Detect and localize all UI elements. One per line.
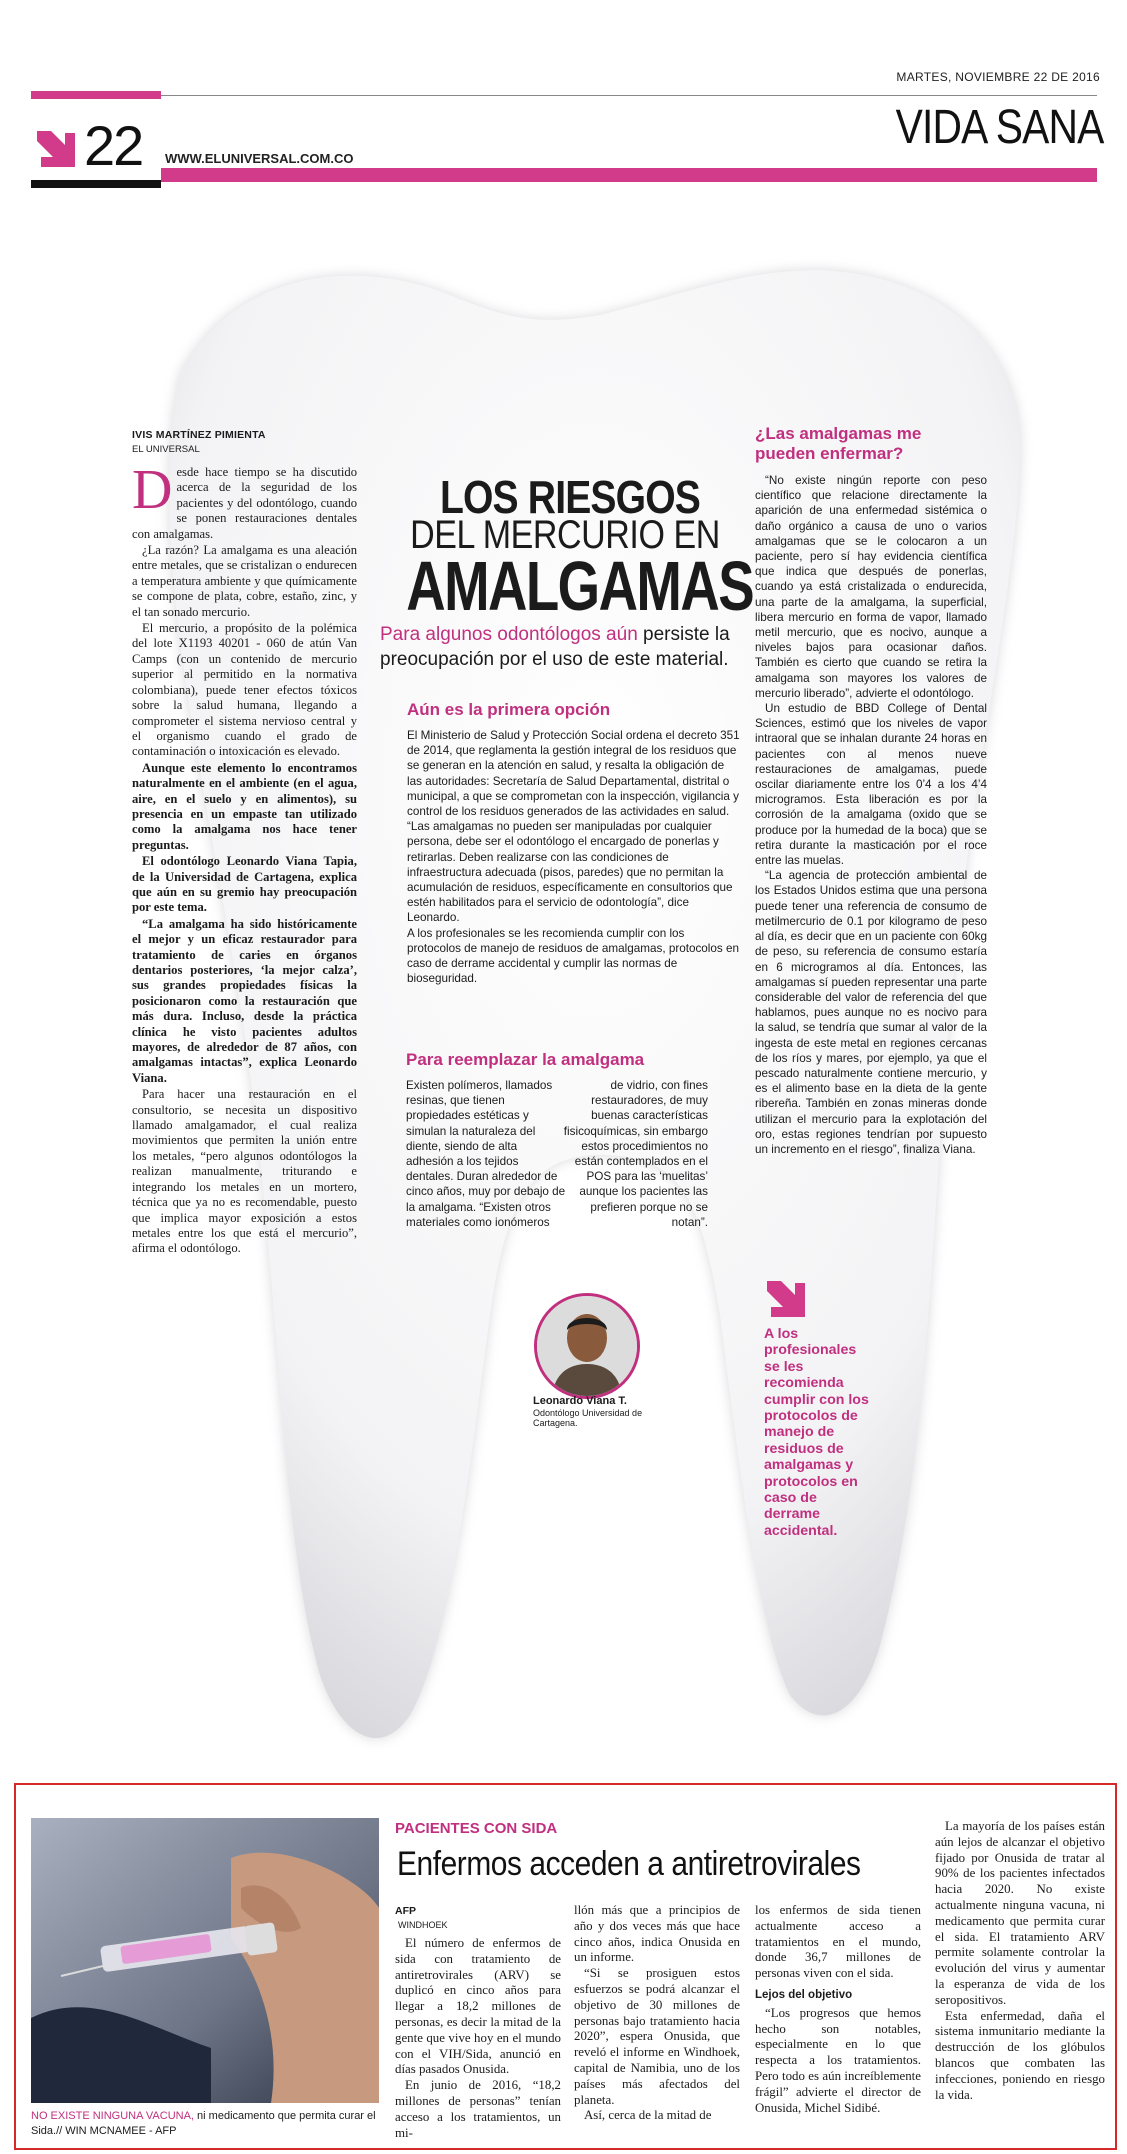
article-paragraph: los enfermos de sida tienen actualmente acceso a tratamientos en el mundo, donde 36,7 millones de personas viven con el sida.	[755, 1903, 921, 1981]
header-accent-rule	[31, 91, 161, 99]
article-paragraph: “La agencia de protección ambiental de los Estados Unidos estima que una persona puede tener una referencia de consumo de metilmercurio de 0.1 por kilogramo de peso al día, es decir que en un paciente con 60kg de peso, su referencia de consumo estaría en 6 microgramos al día. Entonces, las amalgamas sí pueden representar una parte considerable del valor de referencia del que hablamos, pues aunque no es nocivo para la salud, se tendría que sumar al valor de la ingesta de este metal en regiones cercanas de los ríos y mares, por ejemplo, ya que el pescado naturalmente contiene mercurio, y es el alimento base en la dieta de la gente ribereña. También en zonas mineras donde utilizan el mercurio para la explotación del oro, estas regiones tendrían por supuesto un incremento en el riesgo”, finaliza Viana.	[755, 869, 987, 1156]
subhead-enfermar: ¿Las amalgamas me pueden enfermar?	[755, 424, 922, 463]
article-paragraph: “Si se prosiguen estos esfuerzos se podrá alcanzar el objetivo de 30 millones de personas bajo tratamiento hacia 2020”, espera Onusida, que reveló el informe en Windhoek, capital de Namibia, uno de los países más afectados del planeta.	[574, 1966, 740, 2107]
article-paragraph: La mayoría de los países están aún lejos de alcanzar el objetivo fijado por Onusida de tratar al 90% de los pacientes infectados hacia 2020. No existe actualmente ninguna vacuna, ni medicamento que permita curar el sida. El tratamiento ARV permite solamente controlar la evolución del virus y aumentar la esperanza de vida de los seropositivos.	[935, 1819, 1105, 2007]
article-paragraph: “No existe ningún reporte con peso científico que relacione directamente la aparición de una enfermedad sistémica o daño orgánico a causa de uno o varios amalgamas que se le colocaron a un paciente, pero sí hay evidencia científica que indica que después de ponerlas, cuando ya está cristalizada o endurecida, una parte de la amalgama, la superficial, libera mercurio en forma de vapor, llamado metil mercurio, que es nocivo, aunque a niveles bajos para ocasionar daños. También es cierto que cuando se retira la amalgama son mayores los valores de mercurio liberado”, advierte el odontólogo.	[755, 474, 987, 700]
article-paragraph: En junio de 2016, “18,2 millones de personas” tenían acceso a los tratamientos, un mi-	[395, 2078, 561, 2140]
article-paragraph: El mercurio, a propósito de la polémica del lote X1193 40201 - 060 de atún Van Camps (con un contenido de mercurio superior al permitido en la normativa colombiana), puede tener efectos tóxicos sobre la salud humana, llegando a comprometer el sistema nervioso central y el organismo cuando el grado de contaminación o intoxicación es elevado.	[132, 621, 357, 759]
headline-line-3: AMALGAMAS	[406, 547, 754, 625]
article-paragraph: ¿La razón? La amalgama es una aleación entre metales, que se cristalizan o endurecen a temperatura ambiente y que químicamente se compone de plata, cobre, estaño, zinc, y el tan sonado mercurio.	[132, 543, 357, 619]
story-column-c	[755, 1903, 921, 2116]
story-column-d	[935, 1819, 1105, 2103]
person-portrait-icon	[537, 1296, 637, 1396]
article-paragraph: Así, cerca de la mitad de	[584, 2108, 712, 2123]
article-paragraph: “Las amalgamas no pueden ser manipuladas por cualquier persona, debe ser el odontólogo el encargado de ponerlas y retirarlas. Deben realizarse con las condiciones de infraestructura adecuada (pisos, paredes) que no permitan la acumulación de residuos, específicamente en consultorios que estén habilitados para el servicio de odontología”, dice Leonardo.	[407, 820, 733, 925]
header-thin-rule	[161, 95, 1097, 96]
arrow-down-right-icon	[31, 123, 81, 179]
arrow-down-right-icon	[763, 1275, 813, 1325]
dateline-place: WINDHOEK	[398, 1920, 448, 1930]
news-agency: AFP	[395, 1905, 416, 1917]
right-article-column	[755, 473, 987, 1157]
page-number: 22	[84, 114, 143, 177]
deck-highlight: Para algunos odontólogos aún	[380, 624, 638, 645]
middle-subcolumn-a: Existen polímeros, llamados resinas, que tienen propiedades estéticas y simulan la naturaleza del diente, siendo de alta adhesión a los tejidos dentales. Duran alrededor de cinco años, muy por debajo de la amalgama. “Existen otros materiales como ionómeros	[406, 1079, 566, 1229]
story-subhead: Lejos del objetivo	[755, 1988, 853, 2001]
photo-caption-text: ni medicamento que permita curar el Sida.// WIN MCNAMEE - AFP	[31, 2110, 376, 2137]
article-paragraph: “Los progresos que hemos hecho son notables, especialmente en lo que respecta a los tratamientos. Pero todo es aún increíblemente frágil” advierte el director de Onusida, Michel Sidibé.	[755, 2005, 921, 2115]
byline: IVIS MARTÍNEZ PIMIENTA	[132, 429, 266, 441]
middle-article-column	[407, 728, 740, 986]
story-column-b	[574, 1903, 740, 2124]
article-paragraph: Aunque este elemento lo encontramos naturalmente en el ambiente (en el agua, aire, en el suelo y en alimentos), su presencia en un empaste tan utilizado como la amalgama nos hace tener preguntas.	[132, 760, 357, 852]
article-deck	[380, 622, 740, 672]
article-paragraph: El Ministerio de Salud y Protección Social ordena el decreto 351 de 2014, que reglamenta la gestión integral de los residuos que se generan en la atención en salud, y resalta la obligación de las autoridades: Secretaría de Salud Departamental, distrital o municipal, a que se comprometan con la inspección, vigilancia y control de los residuos generados de las actividades en salud.	[407, 729, 740, 819]
article-paragraph: “La amalgama ha sido históricamente el mejor y un eficaz restaurador para tratamiento de caries en órganos dentarios posteriores, ‘la mejor calza’, sus grandes propiedades físicas la posicionaron como la restauración que más dura. Incluso, desde la práctica clínica he visto pacientes adultos mayores, de alrededor de 87 años, con amalgamas intactas”, explica Leonardo Viana.	[132, 916, 357, 1085]
site-url: WWW.ELUNIVERSAL.COM.CO	[165, 151, 354, 166]
article-paragraph: Un estudio de BBD College of Dental Sciences, estimó que los niveles de vapor intraoral que se inhalan durante 24 horas en pacientes con al menos nueve restauraciones de amalgamas, puede oscilar diariamente entre los 0’4 a los 4’4 microgramos. Esta liberación es por la corrosión de la amalgama (oxido que se produce por la humedad de la boca) que se retira durante la masticación por el roce entre las muelas.	[755, 702, 987, 868]
headline-line-2: DEL MERCURIO EN	[410, 513, 720, 557]
photo-caption-highlight: NO EXISTE NINGUNA VACUNA,	[31, 2110, 194, 2122]
portrait-photo	[534, 1293, 640, 1399]
portrait-name: Leonardo Viana T.	[533, 1395, 627, 1407]
story-headline: Enfermos acceden a antiretrovirales	[397, 1845, 861, 1883]
syringe-photo-icon	[31, 1818, 379, 2103]
photo-caption	[31, 2109, 381, 2139]
article-paragraph: Desde hace tiempo se ha discutido acerca de la seguridad de los pacientes y del odontólogo, cuando se ponen restauraciones dentales con amalgamas.	[132, 459, 357, 541]
subhead-reemplazar: Para reemplazar la amalgama	[406, 1050, 645, 1069]
article-paragraph: Para hacer una restauración en el consultorio, se necesita un dispositivo llamado amalgamador, el cual realiza movimientos que permiten la unión entre los metales, “pero algunos odontólogos la realizan manualmente, triturando e integrando los metales en un mortero, técnica que ya no es recomendable, puesto que implica mayor exposición a estos metales entre los que está el mercurio”, afirma el odontólogo.	[132, 1087, 357, 1256]
article-paragraph: A los profesionales se les recomienda cumplir con los protocolos de manejo de residuos de amalgamas, protocolos en caso de derrame accidental y cumplir las normas de bioseguridad.	[407, 926, 739, 986]
middle-subcolumn-b: de vidrio, con fines restauradores, de muy buenas características fisicoquímicas, sin embargo estos procedimientos no están contemplados en el POS para las ‘muelitas’ aunque los pacientes las prefieren porque no se notan”.	[563, 1079, 708, 1229]
section-pink-bar	[161, 168, 1097, 182]
article-paragraph: El odontólogo Leonardo Viana Tapia, de la Universidad de Cartagena, explica que aún en su gremio hay preocupación por este tema.	[132, 854, 357, 915]
article-paragraph: llón más que a principios de año y dos veces más que hace cinco años, indica Onusida en un informe.	[574, 1903, 740, 1965]
pull-quote: A los profesionales se les recomienda cumplir con los protocolos de manejo de residuos de amalgamas y protocolos en caso de derrame accidental.	[764, 1326, 869, 1539]
section-title: VIDA SANA	[895, 101, 1103, 154]
article-paragraph: Esta enfermedad, daña el sistema inmunitario mediante la destrucción de los glóbulos blancos que combaten las infecciones, poniendo en riesgo la vida.	[935, 2008, 1105, 2102]
story-kicker: PACIENTES CON SIDA	[395, 1820, 558, 1837]
page-number-underline	[31, 180, 161, 188]
article-paragraph: El número de enfermos de sida con tratamiento de antiretrovirales (ARV) se duplicó en cinco años para llegar a 18,2 millones de personas, es decir la mitad de la gente que vive hoy en el mundo con el VIH/Sida, anunció en días pasados Onusida.	[395, 1936, 561, 2077]
left-article-column	[132, 459, 357, 1258]
portrait-role: Odontólogo Universidad de Cartagena.	[533, 1408, 643, 1428]
subhead-primera-opcion: Aún es la primera opción	[407, 700, 611, 719]
headline-line-1: LOS RIESGOS	[439, 471, 701, 523]
issue-date: MARTES, NOVIEMBRE 22 DE 2016	[896, 70, 1100, 84]
byline-outlet: EL UNIVERSAL	[132, 444, 200, 455]
story-photo	[31, 1818, 379, 2103]
drop-cap: D	[132, 459, 173, 521]
story-column-a	[395, 1936, 561, 2141]
deck-text: persiste la preocupación por el uso de este material.	[380, 624, 730, 670]
